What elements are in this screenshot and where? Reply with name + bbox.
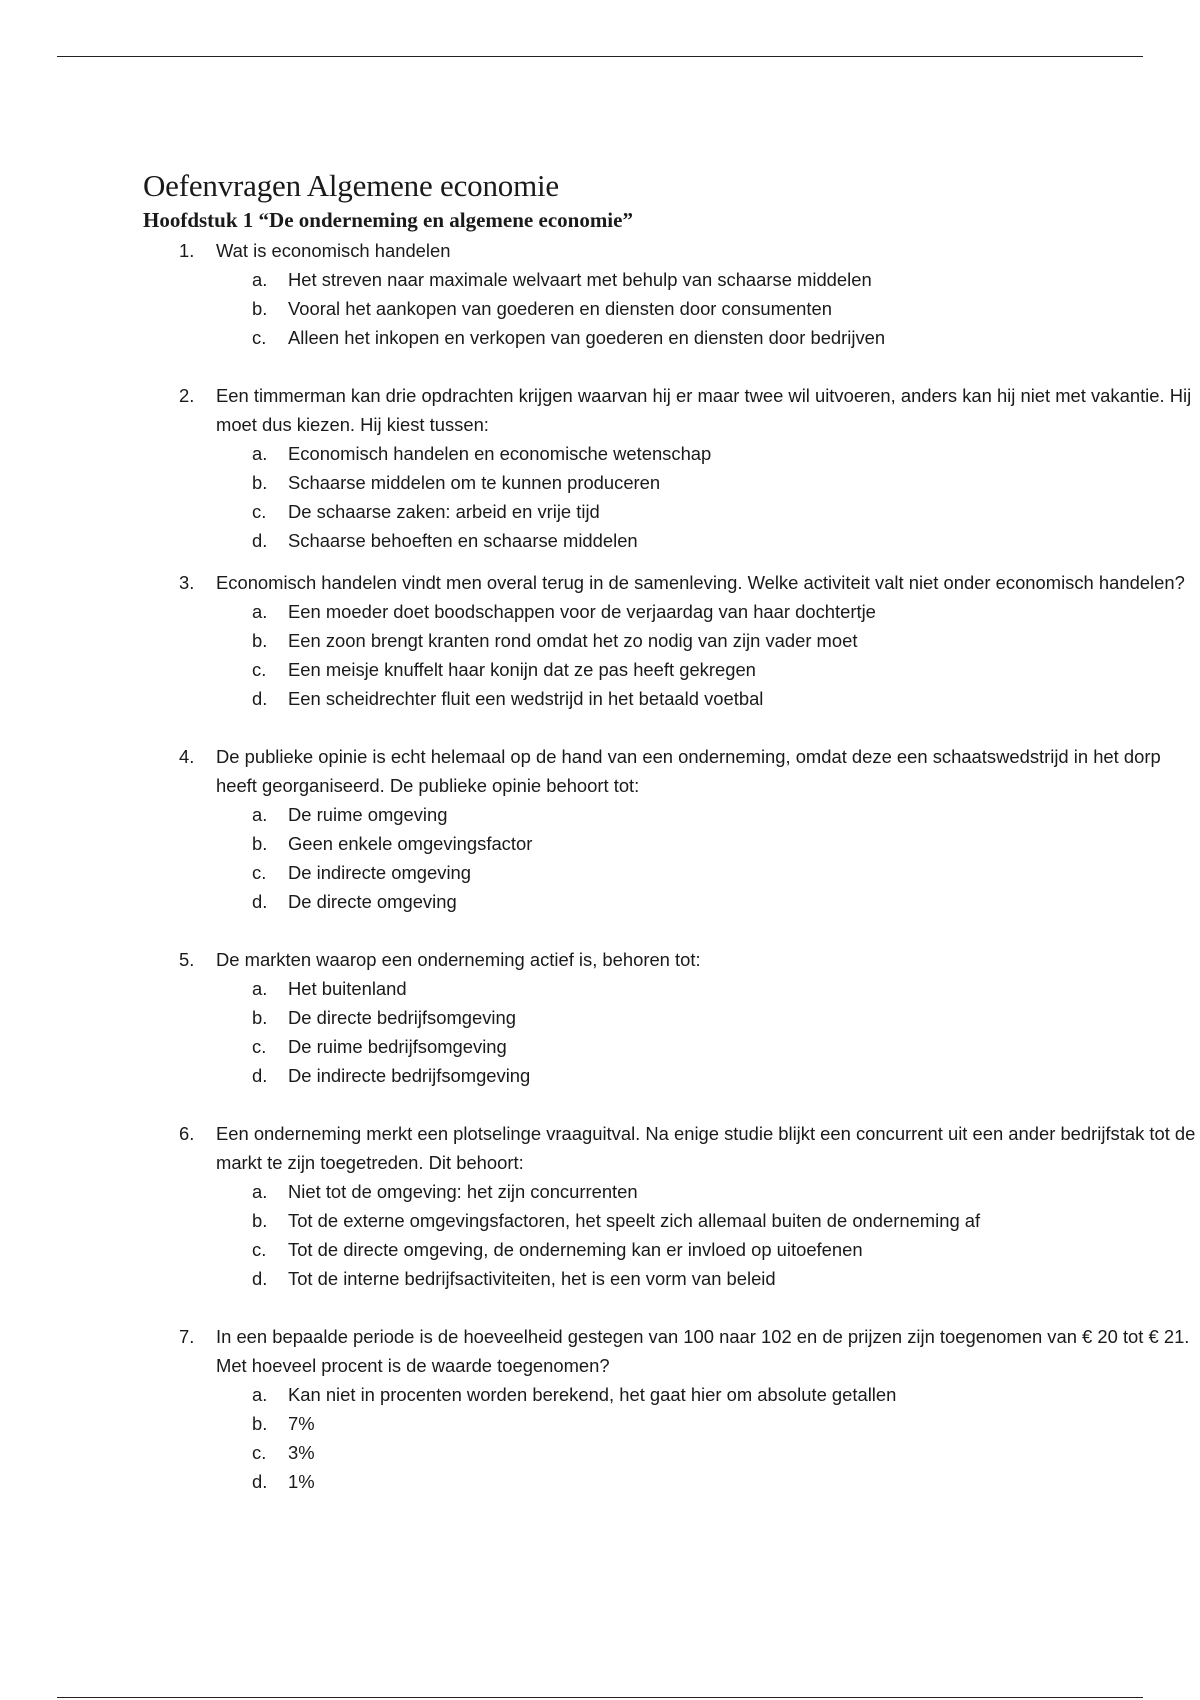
question-7	[143, 1322, 1196, 1496]
option-c	[216, 1032, 1196, 1061]
option-letter: b.	[252, 1413, 268, 1434]
option-letter: a.	[252, 269, 268, 290]
option-c	[216, 858, 1196, 887]
option-list	[216, 1380, 1196, 1496]
option-letter: c.	[252, 1442, 267, 1463]
option-d	[216, 526, 1196, 555]
question-number: 7.	[179, 1326, 195, 1347]
option-c	[216, 497, 1196, 526]
option-text: Tot de directe omgeving, de onderneming kan er invloed op uitoefenen	[288, 1239, 863, 1260]
option-c	[216, 1438, 1196, 1467]
option-c	[216, 655, 1196, 684]
question-number: 6.	[179, 1123, 195, 1144]
option-text: Economisch handelen en economische wetenschap	[288, 443, 712, 464]
option-text: Een scheidrechter fluit een wedstrijd in het betaald voetbal	[288, 688, 764, 709]
option-text: De ruime omgeving	[288, 804, 448, 825]
question-6	[143, 1119, 1196, 1293]
option-text: De directe omgeving	[288, 891, 457, 912]
option-b	[216, 1206, 1196, 1235]
option-letter: a.	[252, 443, 268, 464]
option-letter: a.	[252, 1384, 268, 1405]
option-letter: c.	[252, 659, 267, 680]
option-list	[216, 974, 1196, 1090]
option-letter: c.	[252, 327, 267, 348]
question-1	[143, 236, 1196, 352]
option-b	[216, 829, 1196, 858]
option-text: Schaarse behoeften en schaarse middelen	[288, 530, 638, 551]
question-5	[143, 945, 1196, 1090]
option-list	[216, 265, 1196, 352]
option-text: De directe bedrijfsomgeving	[288, 1007, 516, 1028]
option-letter: d.	[252, 1471, 268, 1492]
option-text: De schaarse zaken: arbeid en vrije tijd	[288, 501, 600, 522]
question-number: 5.	[179, 949, 195, 970]
option-letter: a.	[252, 601, 268, 622]
option-letter: d.	[252, 891, 268, 912]
option-text: Schaarse middelen om te kunnen produceren	[288, 472, 661, 493]
document-body	[143, 168, 1196, 1496]
option-d	[216, 887, 1196, 916]
option-a	[216, 597, 1196, 626]
option-text: Tot de externe omgevingsfactoren, het speelt zich allemaal buiten de onderneming af	[288, 1210, 981, 1231]
option-b	[216, 1409, 1196, 1438]
option-b	[216, 1003, 1196, 1032]
option-letter: d.	[252, 1065, 268, 1086]
option-letter: b.	[252, 1007, 268, 1028]
option-list	[216, 1177, 1196, 1293]
option-letter: b.	[252, 472, 268, 493]
option-d	[216, 1264, 1196, 1293]
option-letter: a.	[252, 978, 268, 999]
question-text: Een timmerman kan drie opdrachten krijgen waarvan hij er maar twee wil uitvoeren, anders kan hij niet met vakantie. Hij moet dus kiezen. Hij kiest tussen:	[216, 385, 1192, 435]
option-letter: c.	[252, 1036, 267, 1057]
option-text: 3%	[288, 1442, 315, 1463]
option-d	[216, 684, 1196, 713]
option-letter: d.	[252, 1268, 268, 1289]
option-letter: b.	[252, 630, 268, 651]
option-letter: d.	[252, 530, 268, 551]
question-text: De publieke opinie is echt helemaal op de hand van een onderneming, omdat deze een schaatswedstrijd in het dorp heeft georganiseerd. De publieke opinie behoort tot:	[216, 746, 1161, 796]
option-c	[216, 1235, 1196, 1264]
option-text: 1%	[288, 1471, 315, 1492]
top-rule	[57, 56, 1143, 57]
option-list	[216, 439, 1196, 555]
question-text: Een onderneming merkt een plotselinge vraaguitval. Na enige studie blijkt een concurrent uit een ander bedrijfstak tot de markt te zijn toegetreden. Dit behoort:	[216, 1123, 1196, 1173]
option-a	[216, 265, 1196, 294]
option-letter: a.	[252, 1181, 268, 1202]
option-d	[216, 1061, 1196, 1090]
option-text: Een moeder doet boodschappen voor de verjaardag van haar dochtertje	[288, 601, 876, 622]
option-text: Het streven naar maximale welvaart met behulp van schaarse middelen	[288, 269, 872, 290]
question-number: 4.	[179, 746, 195, 767]
option-letter: c.	[252, 862, 267, 883]
question-text: In een bepaalde periode is de hoeveelheid gestegen van 100 naar 102 en de prijzen zijn toegenomen van € 20 tot € 21. Met hoeveel procent is de waarde toegenomen?	[216, 1326, 1190, 1376]
option-text: De ruime bedrijfsomgeving	[288, 1036, 507, 1057]
option-list	[216, 800, 1196, 916]
option-a	[216, 1380, 1196, 1409]
option-text: Vooral het aankopen van goederen en diensten door consumenten	[288, 298, 832, 319]
option-b	[216, 468, 1196, 497]
question-4	[143, 742, 1196, 916]
option-a	[216, 1177, 1196, 1206]
option-text: Een meisje knuffelt haar konijn dat ze pas heeft gekregen	[288, 659, 756, 680]
option-text: De indirecte omgeving	[288, 862, 471, 883]
option-text: Geen enkele omgevingsfactor	[288, 833, 533, 854]
option-letter: b.	[252, 833, 268, 854]
question-number: 1.	[179, 240, 195, 261]
option-letter: c.	[252, 1239, 267, 1260]
question-number: 2.	[179, 385, 195, 406]
option-text: Kan niet in procenten worden berekend, het gaat hier om absolute getallen	[288, 1384, 897, 1405]
option-d	[216, 1467, 1196, 1496]
option-b	[216, 294, 1196, 323]
option-text: Alleen het inkopen en verkopen van goederen en diensten door bedrijven	[288, 327, 886, 348]
option-a	[216, 800, 1196, 829]
option-letter: a.	[252, 804, 268, 825]
option-text: Tot de interne bedrijfsactiviteiten, het is een vorm van beleid	[288, 1268, 776, 1289]
option-text: Niet tot de omgeving: het zijn concurrenten	[288, 1181, 638, 1202]
question-text: Economisch handelen vindt men overal terug in de samenleving. Welke activiteit valt niet onder economisch handelen?	[216, 572, 1185, 593]
option-letter: d.	[252, 688, 268, 709]
question-text: De markten waarop een onderneming actief is, behoren tot:	[216, 949, 701, 970]
question-2	[143, 381, 1196, 555]
option-text: 7%	[288, 1413, 315, 1434]
option-letter: b.	[252, 1210, 268, 1231]
option-b	[216, 626, 1196, 655]
option-text: Het buitenland	[288, 978, 407, 999]
option-list	[216, 597, 1196, 713]
question-3	[143, 568, 1196, 713]
question-number: 3.	[179, 572, 195, 593]
option-text: De indirecte bedrijfsomgeving	[288, 1065, 531, 1086]
option-c	[216, 323, 1196, 352]
bottom-rule	[57, 1697, 1143, 1698]
option-letter: b.	[252, 298, 268, 319]
document-title: Oefenvragen Algemene economie	[143, 168, 559, 203]
chapter-heading: Hoofdstuk 1 “De onderneming en algemene economie”	[143, 208, 633, 232]
question-text: Wat is economisch handelen	[216, 240, 451, 261]
question-list	[143, 236, 1196, 1496]
option-a	[216, 974, 1196, 1003]
option-text: Een zoon brengt kranten rond omdat het zo nodig van zijn vader moet	[288, 630, 858, 651]
option-letter: c.	[252, 501, 267, 522]
option-a	[216, 439, 1196, 468]
